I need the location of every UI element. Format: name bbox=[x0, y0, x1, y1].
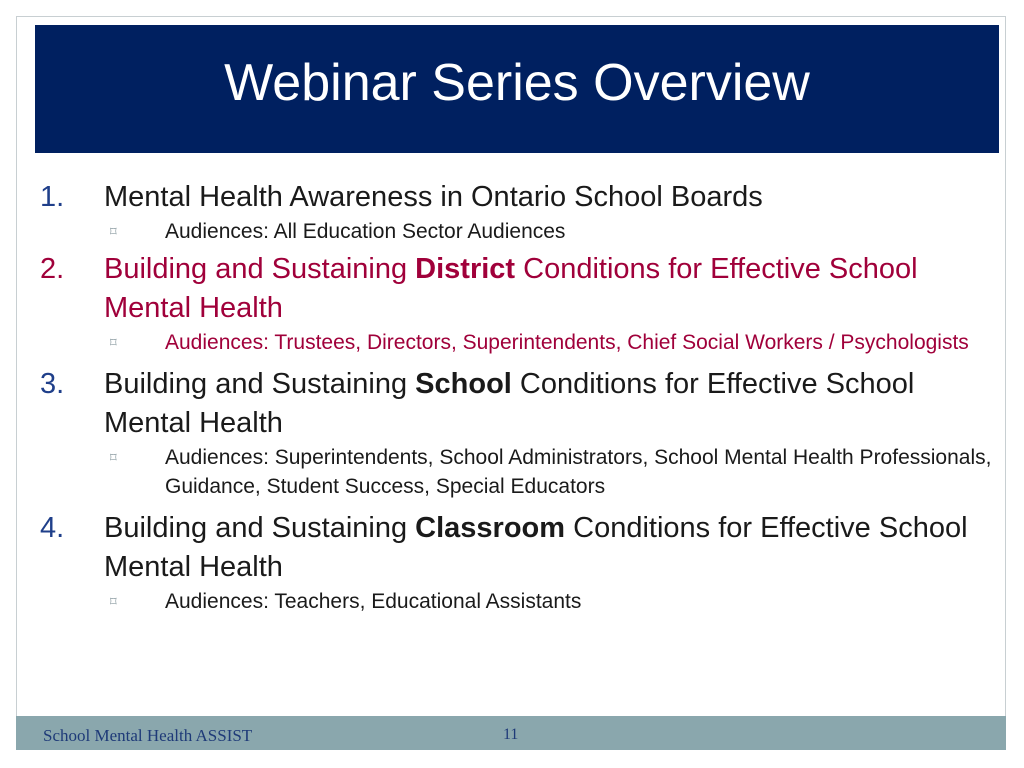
sub-item-2 bbox=[110, 328, 1000, 357]
bullet-icon: ⌑ bbox=[110, 335, 117, 350]
item-number: 3. bbox=[40, 368, 65, 400]
item-text-emphasis: District bbox=[415, 253, 516, 285]
item-text bbox=[104, 250, 1000, 328]
sub-item-3 bbox=[110, 443, 1000, 501]
item-text-emphasis: Classroom bbox=[415, 512, 566, 544]
audience-text: Audiences: Trustees, Directors, Superintendents, Chief Social Workers / Psychologists bbox=[165, 331, 969, 354]
sub-item-1 bbox=[110, 217, 1000, 246]
item-text-part: Conditions for Effective School Mental Health bbox=[104, 512, 968, 583]
list-item-3 bbox=[40, 365, 1000, 443]
item-text-part: Building and Sustaining bbox=[104, 253, 416, 285]
audience-text: Audiences: Teachers, Educational Assistants bbox=[165, 590, 582, 613]
item-text bbox=[104, 365, 1000, 443]
bullet-icon: ⌑ bbox=[110, 594, 117, 609]
footer-bar bbox=[16, 716, 1006, 750]
item-number: 2. bbox=[40, 253, 65, 285]
bullet-icon: ⌑ bbox=[110, 224, 117, 239]
item-text bbox=[104, 178, 1000, 217]
item-number: 4. bbox=[40, 512, 65, 544]
page-number: 11 bbox=[503, 726, 519, 743]
item-number: 1. bbox=[40, 181, 65, 213]
list-item-1 bbox=[40, 178, 1000, 217]
sub-item-4 bbox=[110, 587, 1000, 616]
item-text bbox=[104, 509, 1000, 587]
item-text-part: Conditions for Effective School Mental Health bbox=[104, 368, 915, 439]
item-text-emphasis: School bbox=[415, 368, 512, 400]
title-bar bbox=[35, 25, 999, 153]
item-text-part: Building and Sustaining bbox=[104, 512, 416, 544]
slide-title: Webinar Series Overview bbox=[224, 54, 810, 112]
item-text-part: Conditions for Effective School Mental Health bbox=[104, 253, 918, 324]
item-text-part: Mental Health Awareness in Ontario School Boards bbox=[104, 181, 763, 213]
item-text-part: Building and Sustaining bbox=[104, 368, 416, 400]
audience-text: Audiences: Superintendents, School Administrators, School Mental Health Professionals, Guidance, Student Success, Special Educators bbox=[165, 446, 992, 498]
list-item-2 bbox=[40, 250, 1000, 328]
slide-content bbox=[40, 178, 1000, 616]
list-item-4 bbox=[40, 509, 1000, 587]
bullet-icon: ⌑ bbox=[110, 450, 117, 465]
footer-organization: School Mental Health ASSIST bbox=[43, 726, 253, 745]
audience-text: Audiences: All Education Sector Audiences bbox=[165, 220, 566, 243]
